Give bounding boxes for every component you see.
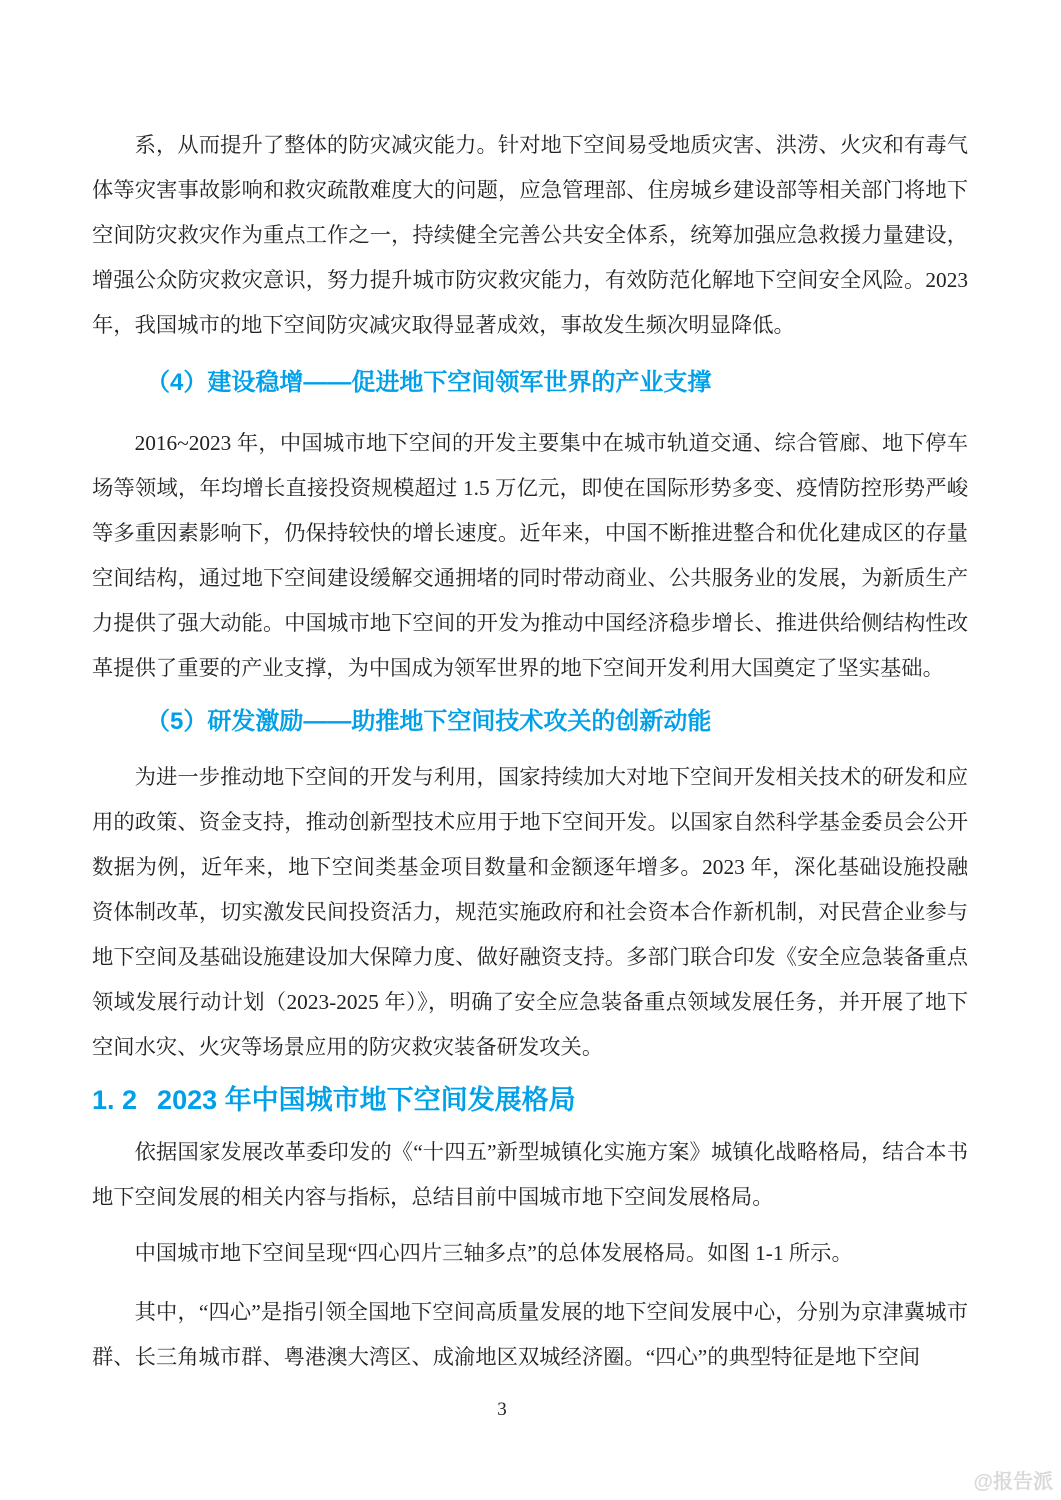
paragraph-four-centers: 其中，“四心”是指引领全国地下空间高质量发展的地下空间发展中心，分别为京津冀城市群、长三角城市群、粤港澳大湾区、成渝地区双城经济圈。“四心”的典型特征是地下空间 xyxy=(92,1300,968,1369)
section-heading-1-2 xyxy=(92,1081,968,1119)
heading-item-5-innovation: （5）研发激励——助推地下空间技术攻关的创新动能 xyxy=(146,708,712,735)
paragraph-rnd-incentives: 为进一步推动地下空间的开发与利用，国家持续加大对地下空间开发相关技术的研发和应用的政策、资金支持，推动创新型技术应用于地下空间开发。以国家自然科学基金委员会公开数据为例，近年来，地下空间类基金项目数量和金额逐年增多。2023 年，深化基础设施投融资体制改革，切实激发民间投资活力，规范实施政府和社会资本合作新机制，对民营企业参与地下空间及基础设施建设加大保障力度、做好融资支持。多部门联合印发《安全应急装备重点领域发展行动计划（2023-2025 年）》，明确了安全应急装备重点领域发展任务，并开展了地下空间水灾、火灾等场景应用的防灾救灾装备研发攻关。 xyxy=(92,765,968,1059)
paragraph-planning-basis: 依据国家发展改革委印发的《“十四五”新型城镇化实施方案》城镇化战略格局，结合本书地下空间发展的相关内容与指标，总结目前中国城市地下空间发展格局。 xyxy=(92,1140,968,1209)
paragraph-disaster-prevention: 系，从而提升了整体的防灾减灾能力。针对地下空间易受地质灾害、洪涝、火灾和有毒气体等灾害事故影响和救灾疏散难度大的问题，应急管理部、住房城乡建设部等相关部门将地下空间防灾救灾作为重点工作之一，持续健全完善公共安全体系，统筹加强应急救援力量建设，增强公众防灾救灾意识，努力提升城市防灾救灾能力，有效防范化解地下空间安全风险。2023 年，我国城市的地下空间防灾减灾取得显著成效，事故发生频次明显降低。 xyxy=(92,133,968,337)
page-number: 3 xyxy=(497,1399,507,1420)
paragraph-overall-pattern: 中国城市地下空间呈现“四心四片三轴多点”的总体发展格局。如图 1-1 所示。 xyxy=(134,1241,853,1265)
section-number: 1. 2 xyxy=(92,1085,138,1115)
watermark-baogaopai: @报告派 xyxy=(973,1471,1053,1493)
paragraph-investment-growth: 2016~2023 年，中国城市地下空间的开发主要集中在城市轨道交通、综合管廊、地下停车场等领域，年均增长直接投资规模超过 1.5 万亿元，即使在国际形势多变、疫情防控形势严峻等多重因素影响下，仍保持较快的增长速度。近年来，中国不断推进整合和优化建成区的存量空间结构，通过地下空间建设缓解交通拥堵的同时带动商业、公共服务业的发展，为新质生产力提供了强大动能。中国城市地下空间的开发为推动中国经济稳步增长、推进供给侧结构性改革提供了重要的产业支撑，为中国成为领军世界的地下空间开发利用大国奠定了坚实基础。 xyxy=(92,431,968,680)
heading-item-4-industry-support: （4）建设稳增——促进地下空间领军世界的产业支撑 xyxy=(146,369,712,396)
section-title: 2023 年中国城市地下空间发展格局 xyxy=(157,1085,576,1115)
